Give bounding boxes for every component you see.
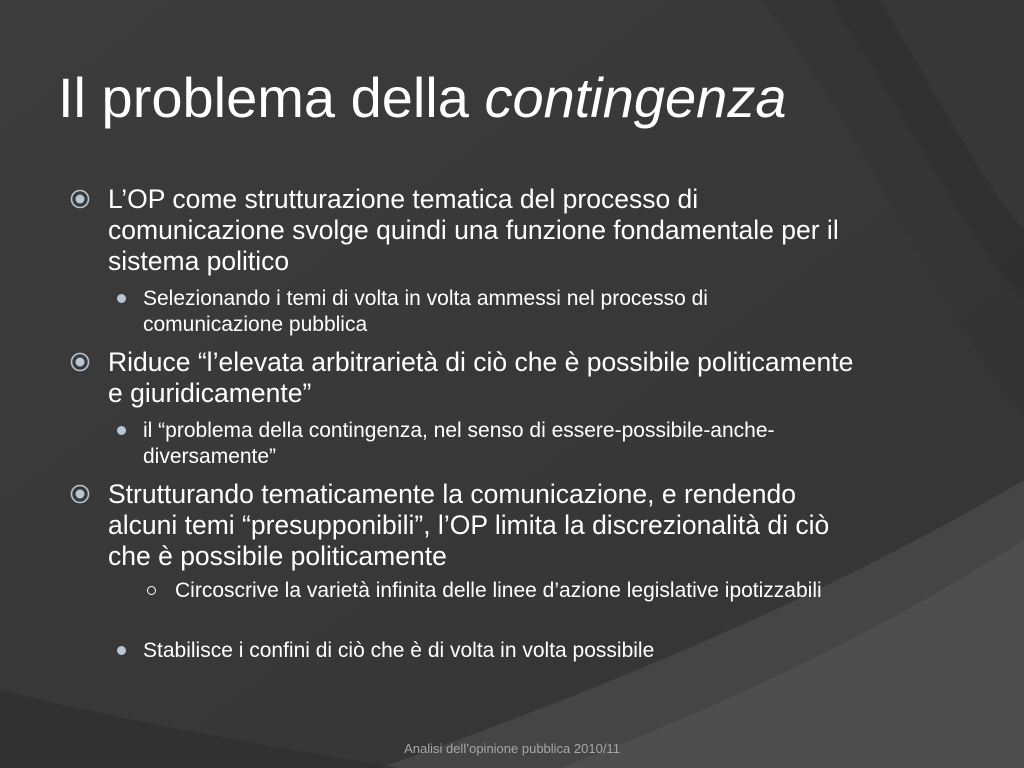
bullet-text: Selezionando i temi di volta in volta ammessi nel processo di comunicazione pubblica [143,287,708,336]
bullet-item [108,479,868,572]
bullet-text: L’OP come strutturazione tematica del processo di comunicazione svolge quindi una funzione fondamentale per il sistema politico [108,184,839,276]
bullet-item [143,638,843,664]
slide-footer: Analisi dell’opinione pubblica 2010/11 [404,741,620,756]
bullet-text: Riduce “l’elevata arbitrarietà di ciò che è possibile politicamente e giuridicamente” [108,347,854,408]
bullet-text: Stabilisce i confini di ciò che è di volta in volta possibile [143,639,655,662]
bullet-text: Strutturando tematicamente la comunicazione, e rendendo alcuni temi “presupponibili”, l’OP limita la discrezionalità di ciò che è possibile politicamente [108,479,830,571]
bullet-item [108,184,868,277]
disc-bullet-icon [117,426,126,435]
disc-bullet-icon [117,646,126,655]
bullet-text: il “problema della contingenza, nel senso di essere-possibile-anche-diversamente” [143,419,775,468]
bullet-item [175,578,895,604]
slide-title-italic: contingenza [484,66,787,129]
bullet-item [108,347,868,409]
target-bullet-icon [68,350,92,374]
bullet-item [143,286,843,338]
bullet-text: Circoscrive la varietà infinita delle linee d’azione legislative ipotizzabili [175,579,822,602]
slide-title-plain: Il problema della [58,66,485,129]
ring-bullet-icon [147,586,156,595]
target-bullet-icon [68,482,92,506]
target-bullet-icon [68,187,92,211]
disc-bullet-icon [117,294,126,303]
bullet-item [143,418,843,470]
